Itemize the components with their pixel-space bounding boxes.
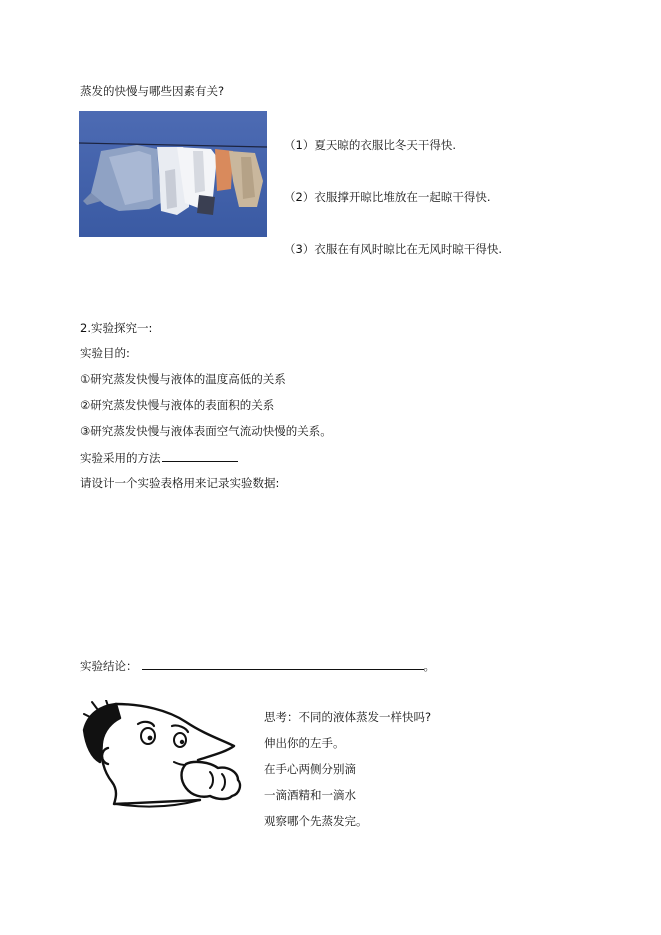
- think-instruction: 一滴酒精和一滴水: [264, 788, 356, 802]
- clothes-drying-photo: [79, 111, 267, 237]
- think-instruction: 伸出你的左手。: [264, 736, 345, 750]
- observation-item: （2）衣服撑开晾比堆放在一起晾干得快.: [284, 190, 491, 204]
- think-instruction: 观察哪个先蒸发完。: [264, 814, 368, 828]
- section-title: 2.实验探究一:: [80, 321, 153, 335]
- conclusion-line: [80, 658, 435, 673]
- think-instruction: 在手心两侧分别滴: [264, 762, 356, 776]
- aim-title: 实验目的:: [80, 346, 130, 360]
- thinking-face-illustration: [82, 700, 267, 815]
- think-question: 思考：不同的液体蒸发一样快吗?: [264, 710, 432, 724]
- observation-item: （3）衣服在有风时晾比在无风时晾干得快.: [284, 242, 502, 256]
- aim-item: ③研究蒸发快慢与液体表面空气流动快慢的关系。: [80, 424, 332, 438]
- aim-item: ②研究蒸发快慢与液体的表面积的关系: [80, 398, 275, 412]
- aim-item: ①研究蒸发快慢与液体的温度高低的关系: [80, 372, 286, 386]
- design-prompt: 请设计一个实验表格用来记录实验数据:: [80, 476, 280, 490]
- conclusion-end: 。: [423, 659, 435, 673]
- question-title: 蒸发的快慢与哪些因素有关?: [80, 84, 225, 98]
- method-line: [80, 450, 238, 465]
- method-blank[interactable]: [162, 450, 238, 462]
- conclusion-label: 实验结论：: [80, 659, 138, 673]
- method-label: 实验采用的方法: [80, 451, 161, 465]
- observation-item: （1）夏天晾的衣服比冬天干得快.: [284, 138, 456, 152]
- conclusion-blank[interactable]: [142, 658, 424, 670]
